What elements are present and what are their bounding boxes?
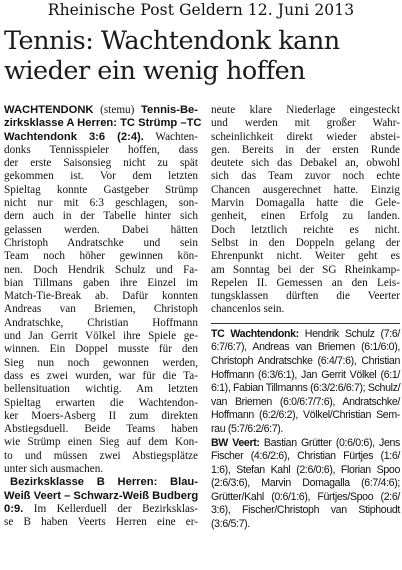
text-line: wie Strümp einen Sieg auf dem Kon- — [4, 436, 198, 449]
text-line: gen. Bereits in der ersten Runde — [211, 143, 400, 156]
text-line — [4, 503, 198, 516]
text-line: bian Tillmans gaben ihre Einzel im — [4, 276, 198, 289]
text-line: Sieg nun noch gewonnen werden, — [4, 356, 198, 369]
result-line: (2:6/3:6), Marvin Domagalla (6:7/4:6); — [211, 477, 400, 490]
result-line: rau (5:7/6:2/6:7). — [211, 422, 284, 435]
text-line: Doch letztlich reichte es nicht. — [211, 223, 400, 236]
text-line: gelassen werden. Dabei hätten — [4, 223, 198, 236]
result-line: 6:7/6:7), Andreas van Briemen (6:1/6:0), — [211, 341, 400, 354]
article-column-2 — [211, 104, 400, 532]
dateline: WACHTENDONK — [4, 104, 94, 116]
results-box — [211, 328, 400, 532]
text-line: Christoph Andratschke und sein — [4, 236, 198, 249]
headline-line-2: wieder ein wenig hoffen — [4, 56, 306, 86]
section-lead: Weiß Veert – Schwarz-Weiß Budberg — [4, 489, 199, 502]
text-line: donks Tennisspieler hoffen, dass — [4, 143, 198, 156]
result-line: 1:6), Stefan Kahl (2:6/0:6), Florian Spoo — [211, 463, 400, 476]
text-line: nicht nur mit 6:3 geschlagen, son- — [4, 197, 198, 210]
source-line: Rheinische Post Geldern 12. Juni 2013 — [47, 1, 355, 19]
result-text: Hendrik Schulz (7:6/ — [298, 327, 400, 340]
text-line: Spieltag erwarten die Wachtendon- — [4, 396, 198, 409]
text-line: nen. Doch Hendrik Schulz und Fa- — [4, 263, 198, 276]
result-line: Christoph Andratschke (6:4/7:6), Christian — [211, 354, 400, 367]
text-line: Selbst in den Doppeln gelang der — [211, 236, 400, 249]
text-span: Wachten- — [143, 130, 198, 143]
result-line: 6:1), Fabian Tillmanns (6:3/2:6/6:7); Schulz/ — [211, 382, 401, 395]
result-line: Hoffmann (6:3/6:1), Jan Gerrit Völkel (6:1/ — [211, 368, 400, 381]
section-lead: Tennis-Be- — [141, 104, 198, 116]
text-line: to und müssen zwei Abstiegsplätze — [4, 449, 198, 462]
text-line: ker Moers-Asberg II zum direkten — [4, 409, 198, 422]
result-line: 3:6), Fischer/Christoph van Stiphoudt — [211, 504, 400, 517]
team-label: TC Wachtendonk: — [211, 327, 299, 340]
result-text: Bastian Grütter (0:6/0:6), Jens — [259, 436, 400, 449]
text-line: unter sich ausmachen. — [4, 463, 104, 476]
result-line — [211, 328, 400, 342]
text-line: Marvin Domagalla hatte die Gele- — [211, 197, 400, 210]
headline — [4, 26, 400, 86]
section-lead: zirksklasse A Herren: TC Strümp –TC — [4, 117, 202, 130]
text-line: dern auch in der Tabelle hinter sich — [4, 210, 198, 223]
text-line: der erste Saisonsieg nicht zu spät — [4, 157, 198, 170]
text-line: Spieltag konnte Gastgeber Strümp — [4, 183, 198, 196]
text-line: dass es zwei wurden, war für die Ta- — [4, 369, 198, 382]
text-line: Abstiegsduell. Beide Teams haben — [4, 423, 198, 436]
text-line: Team noch höher gewinnen kön- — [4, 250, 198, 263]
text-line — [4, 131, 198, 144]
text-line: bellensituation wichtig. Am letzten — [4, 383, 198, 396]
text-line: deutete sich das Debakel an, obwohl — [211, 157, 400, 170]
text-line: Match-Tie-Break ab. Dafür konnten — [4, 290, 198, 303]
result-line: (3:6/5:7). — [211, 518, 250, 531]
result-line: Fischer (4:6/2:6), Christian Fürtjes (1:6/ — [211, 450, 400, 463]
team-label: BW Veert: — [211, 436, 260, 449]
section-lead: Wachtendonk 3:6 (2:4). — [4, 130, 144, 143]
text-line: Andreas van Briemen, Christoph — [4, 303, 198, 316]
text-line: Chancen ausgerechnet hatte. Einzig — [211, 183, 400, 196]
author-tag: (stemu) — [93, 104, 142, 116]
text-line: Ehrenpunkt nicht. Weiter geht es — [211, 250, 400, 263]
text-line: gekommen ist. Vor dem letzten — [4, 170, 198, 183]
text-line: und werden mit großer Wahr- — [211, 117, 400, 130]
text-line: sich das Team zuvor noch echte — [211, 170, 400, 183]
text-line: am Sonntag bei der SG Rheinkamp- — [211, 263, 400, 276]
text-line: se B haben Veerts Herren eine er- — [4, 516, 198, 529]
text-line: neute klare Niederlage eingesteckt — [211, 104, 400, 116]
result-line: van Briemen (6:0/6:7/7:6), Andratschke/ — [211, 395, 400, 408]
text-line: und Jan Gerrit Völkel ihre Spiele ge- — [4, 330, 198, 343]
results-divider — [211, 323, 400, 324]
result-line — [211, 437, 400, 451]
text-line: Andratschke, Christian Hoffmann — [4, 316, 198, 329]
result-line: Hoffmann (6:2/6:2), Völkel/Christian Sem- — [211, 409, 400, 422]
section-lead: 0:9. — [4, 502, 24, 515]
text-line: genheit, einen Erfolg zu landen. — [211, 210, 400, 223]
headline-line-1: Tennis: Wachtendonk kann — [4, 26, 340, 56]
result-line: Grütter/Kahl (0:6/1:6), Fürtjes/Spoo (2:6/ — [211, 490, 400, 503]
text-line: winnen. Ein Doppel musste für den — [4, 343, 198, 356]
text-line — [4, 104, 198, 117]
article-column-1 — [4, 104, 202, 530]
section-lead: Bezirksklasse B Herren: Blau- — [10, 476, 198, 489]
text-line: chancenlos sein. — [211, 303, 285, 316]
text-span: Im Kellerduell der Bezirksklas- — [23, 502, 198, 515]
text-line: tungsklassen dürften die Veerter — [211, 290, 400, 303]
text-line: scheinlichkeit direkt wieder abstei- — [211, 130, 400, 143]
text-line: Repelen II. Gemessen an den Leis- — [211, 276, 400, 289]
